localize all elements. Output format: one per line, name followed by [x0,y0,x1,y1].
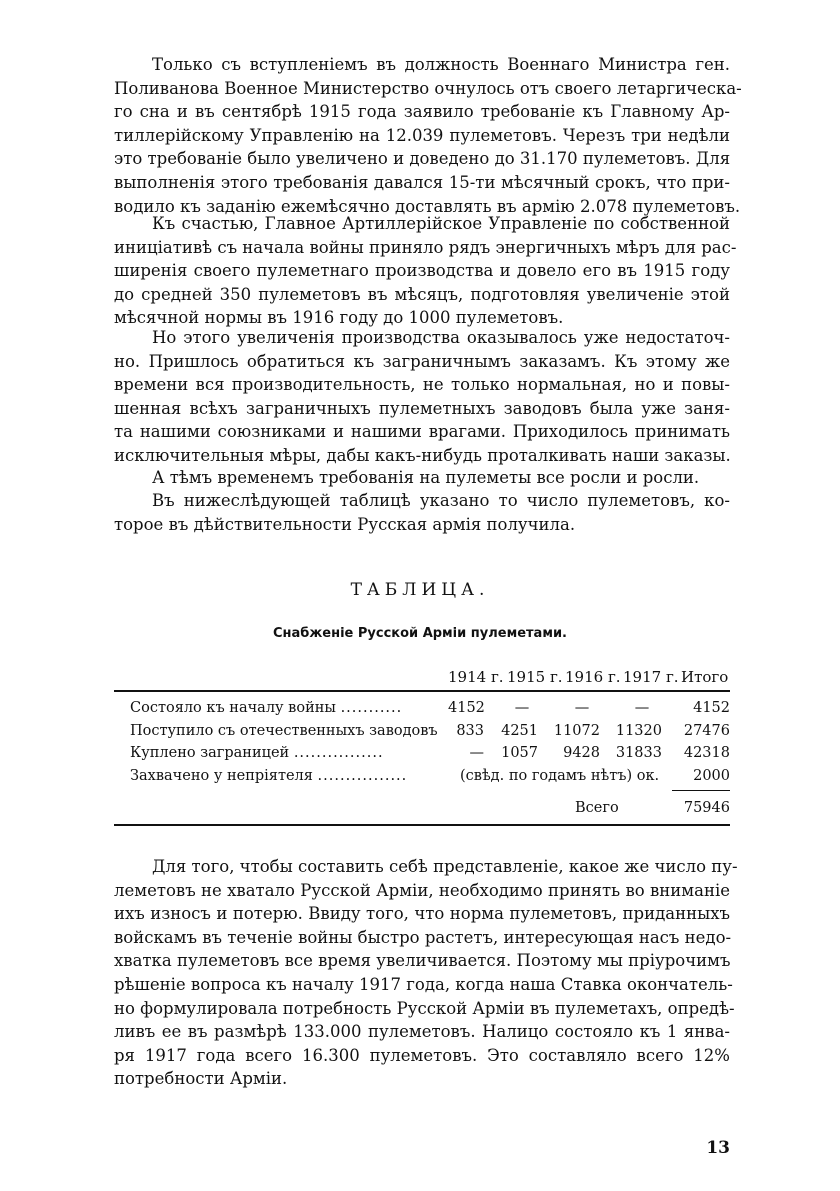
table-title: ТАБЛИЦА. [350,580,490,600]
text-line: Только съ вступленіемъ въ должность Военнаго Министра ген. [152,55,730,74]
paragraph-4 [114,466,730,490]
paragraph-6 [114,855,738,1091]
paragraph-1 [114,53,742,218]
paragraph-5 [114,489,730,536]
text-line: рѣшеніе вопроса къ началу 1917 года, когда наша Ставка окончатель- [114,974,733,994]
cell-total: 42318 [683,745,730,761]
text-line: Къ счастью, Главное Артиллерійское Управленіе по собственной [152,214,730,233]
row-label: Куплено заграницей ................ [130,745,384,761]
text-line: исключительныя мѣры, дабы какъ-нибудь проталкивать наши заказы. [114,445,731,465]
text-line: но. Пришлось обратиться къ заграничнымъ заказамъ. Къ этому же [114,351,730,371]
table-top-rule [114,690,730,692]
text-line: Въ нижеслѣдующей таблицѣ указано то число пулеметовъ, ко- [152,491,730,510]
header-1914: 1914 г. [448,668,504,686]
cell-total: 2000 [693,767,730,784]
cell-1915: 4251 [501,722,538,739]
text-line: тиллерійскому Управленію на 12.039 пулеметовъ. Черезъ три недѣли [114,125,730,145]
text-line: войскамъ въ теченіе войны быстро растетъ, интересующая насъ недо- [114,927,732,947]
text-line: водило къ заданію ежемѣсячно доставлять въ армію 2.078 пулеметовъ. [114,196,741,216]
table-subtitle: Снабженіе Русской Арміи пулеметами. [272,626,567,641]
row-label: Поступило съ отечественныхъ заводовъ [130,722,438,739]
table-row [130,697,730,720]
text-line: ливъ ее въ размѣрѣ 133.000 пулеметовъ. Налицо состояло къ 1 янва- [114,1022,730,1042]
cell-1916: 9428 [563,745,600,761]
cell-1915: — [514,700,530,716]
text-line: выполненія этого требованія давался 15-ти мѣсячный срокъ, что при- [114,172,730,192]
cell-1914: — [469,745,484,761]
cell-1914: 4152 [448,700,485,716]
text-line: ря 1917 года всего 16.300 пулеметовъ. Это составляло всего 12% [114,1045,730,1065]
text-line: го сна и въ сентябрѣ 1915 года заявило требованіе къ Главному Ар- [114,102,730,122]
text-line: шенная всѣхъ заграничныхъ пулеметныхъ заводовъ была уже заня- [114,398,730,418]
cell-1914: 833 [456,722,484,739]
header-1916: 1916 г. [565,668,621,686]
total-label: Всего [575,800,619,816]
paragraph-2 [114,212,737,330]
header-1915: 1915 г. [507,668,563,686]
header-1917: 1917 г. [623,668,679,686]
cell-1917: 31833 [615,745,662,761]
row-note: (свѣд. по годамъ нѣтъ) ок. [460,767,660,784]
text-line: но формулировала потребность Русской Арміи въ пулеметахъ, опредѣ- [114,998,735,1018]
supply-table [130,697,730,787]
total-value: 75946 [683,800,730,816]
cell-1917: 11320 [615,722,662,739]
cell-1916: 11072 [553,722,600,739]
text-line: леметовъ не хватало Русской Арміи, необходимо принять во вниманіе [114,880,730,900]
text-line: та нашими союзниками и нашими врагами. Приходилось принимать [114,422,730,442]
table-row [130,720,730,743]
table-bottom-rule [114,824,730,826]
text-line: А тѣмъ временемъ требованія на пулеметы все росли и росли. [152,468,700,487]
text-line: потребности Арміи. [114,1069,288,1089]
text-line: это требованіе было увеличено и доведено до 31.170 пулеметовъ. Для [114,149,731,169]
text-line: ширенія своего пулеметнаго производства и довело его въ 1915 году [114,261,730,281]
row-label: Состояло къ началу войны ........... [130,700,403,716]
cell-1917: — [634,700,650,716]
paragraph-3 [114,326,730,468]
text-line: хватка пулеметовъ все время увеличивается. Поэтому мы пріурочимъ [114,951,731,971]
text-line: Но этого увеличенія производства оказывалось уже недостаточ- [152,328,730,347]
table-row [130,765,730,788]
page-number: 13 [706,1138,730,1158]
text-line: иниціативѣ съ начала войны приняло рядъ энергичныхъ мѣръ для рас- [114,237,737,257]
header-total: Итого [681,668,729,686]
text-line: времени вся производительность, не только нормальная, но и повы- [114,375,730,395]
text-line: мѣсячной нормы въ 1916 году до 1000 пулеметовъ. [114,308,564,328]
row-label: Захвачено у непріятеля ................ [130,767,408,784]
cell-total: 4152 [693,700,730,716]
text-line: Поливанова Военное Министерство очнулось отъ своего летаргическа- [114,78,742,98]
text-line: ихъ износъ и потерю. Ввиду того, что норма пулеметовъ, приданныхъ [114,904,730,924]
text-line: Для того, чтобы составить себѣ представленіе, какое же число пу- [152,857,738,876]
text-line: до средней 350 пулеметовъ въ мѣсяцъ, подготовляя увеличеніе этой [114,284,730,304]
cell-total: 27476 [683,722,730,739]
table-row [130,742,730,765]
sum-rule [672,790,730,791]
cell-1915: 1057 [501,745,538,761]
text-line: торое въ дѣйствительности Русская армія получила. [114,514,576,534]
cell-1916: — [574,700,590,716]
